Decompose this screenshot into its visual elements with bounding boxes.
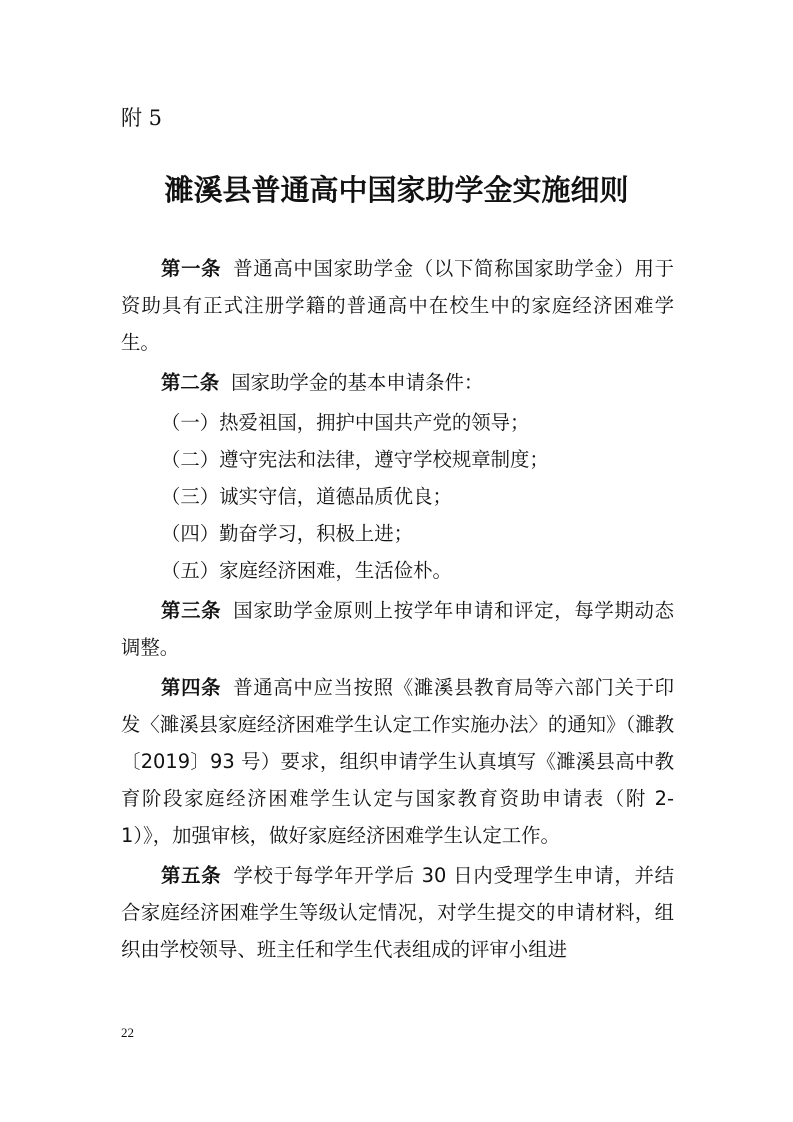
document-title: 濉溪县普通高中国家助学金实施细则 <box>164 173 629 207</box>
article-4 <box>121 669 674 854</box>
condition-item: （二）遵守宪法和法律，遵守学校规章制度； <box>161 448 549 471</box>
article-text: 国家助学金原则上按学年申请和评定，每学期动态调整。 <box>121 599 675 659</box>
condition-item: （五）家庭经济困难，生活俭朴。 <box>161 559 452 582</box>
article-5 <box>121 857 674 968</box>
article-label: 第二条 <box>161 371 220 394</box>
article-3 <box>121 592 674 666</box>
article-2 <box>121 364 674 401</box>
article-label: 第四条 <box>161 676 222 699</box>
article-text: 国家助学金的基本申请条件： <box>231 371 484 394</box>
attachment-label: 附 5 <box>121 106 163 130</box>
article-text: 普通高中国家助学金（以下简称国家助学金）用于资助具有正式注册学籍的普通高中在校生中的家庭经济困难学生。 <box>121 257 675 354</box>
article-label: 第一条 <box>161 257 222 280</box>
page-number: 22 <box>121 1025 134 1040</box>
condition-item: （三）诚实守信，道德品质优良； <box>161 485 452 508</box>
article-text: 学校于每学年开学后 30 日内受理学生申请，并结合家庭经济困难学生等级认定情况，对学生提交的申请材料，组织由学校领导、班主任和学生代表组成的评审小组进 <box>121 864 674 961</box>
article-label: 第五条 <box>161 864 222 887</box>
condition-item: （一）热爱祖国，拥护中国共产党的领导； <box>161 411 530 434</box>
document-body <box>121 250 674 971</box>
article-label: 第三条 <box>161 599 222 622</box>
article-text: 普通高中应当按照《濉溪县教育局等六部门关于印发〈濉溪县家庭经济困难学生认定工作实施办法〉的通知》（濉教〔2019〕93 号）要求，组织申请学生认真填写《濉溪县高中教育阶段家庭经济困难学生认定与国家教育资助申请表（附 2-1）》，加强审核，做好家庭经济困难学生认定工作。 <box>121 676 675 847</box>
condition-item: （四）勤奋学习，积极上进； <box>161 522 414 545</box>
article-1 <box>121 250 674 361</box>
